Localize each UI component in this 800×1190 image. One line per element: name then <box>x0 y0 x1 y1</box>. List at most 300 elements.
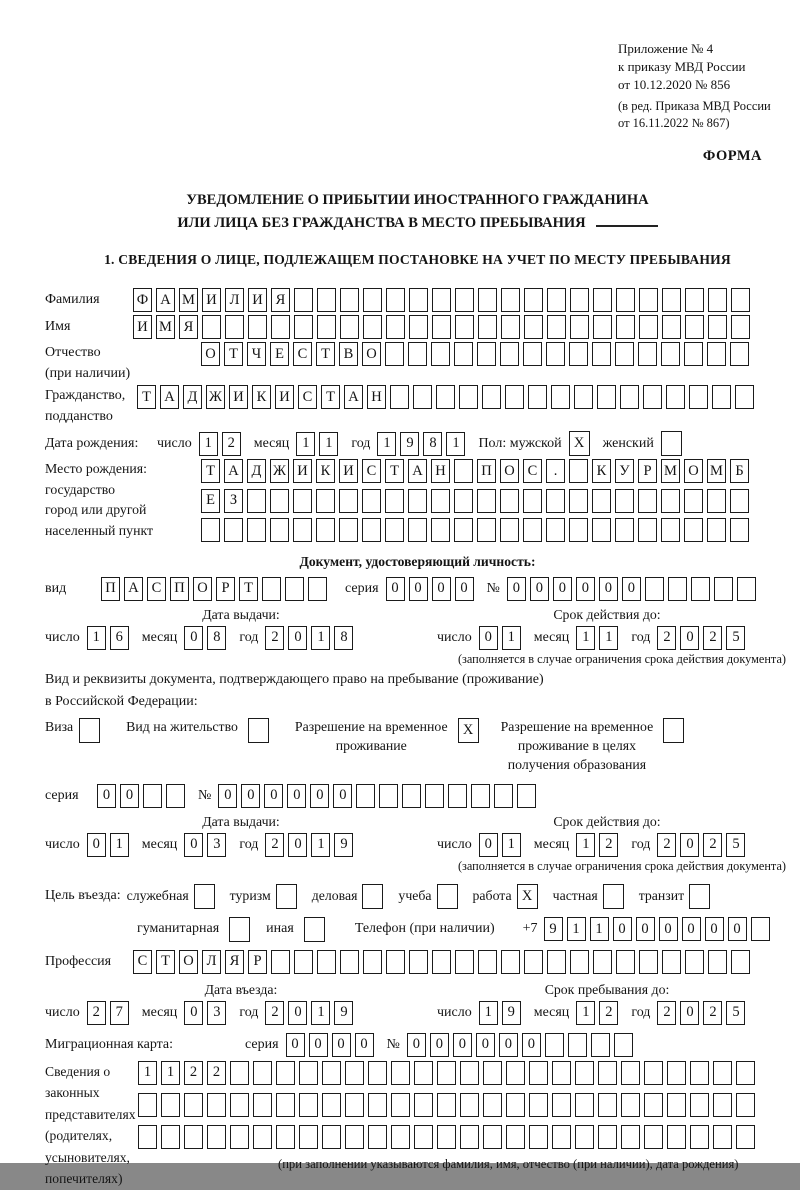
char-cell-empty[interactable] <box>391 1093 410 1117</box>
char-cell-empty[interactable] <box>413 385 432 409</box>
char-cell-empty[interactable] <box>294 288 313 312</box>
char-cell-empty[interactable] <box>437 1061 456 1085</box>
char-cell-empty[interactable] <box>736 1125 755 1149</box>
phone-input[interactable] <box>544 917 774 941</box>
citizenship-input[interactable] <box>137 385 758 409</box>
char-cell-empty[interactable] <box>207 1093 226 1117</box>
char-cell-empty[interactable] <box>385 489 404 513</box>
char-cell-empty[interactable] <box>414 1061 433 1085</box>
char-cell-filled[interactable]: 5 <box>726 626 745 650</box>
char-cell-filled[interactable]: И <box>248 288 267 312</box>
char-cell-empty[interactable] <box>621 1061 640 1085</box>
char-cell-filled[interactable]: И <box>133 315 152 339</box>
res-series-input[interactable] <box>97 784 189 808</box>
char-cell-filled[interactable]: 1 <box>311 626 330 650</box>
char-cell-empty[interactable] <box>598 1093 617 1117</box>
char-cell-empty[interactable] <box>386 315 405 339</box>
char-cell-empty[interactable] <box>500 518 519 542</box>
char-cell-filled[interactable]: 0 <box>87 833 106 857</box>
char-cell-empty[interactable] <box>362 518 381 542</box>
char-cell-empty[interactable] <box>454 518 473 542</box>
checkbox-work[interactable] <box>517 884 542 909</box>
char-cell-filled[interactable]: И <box>202 288 221 312</box>
char-cell-empty[interactable] <box>308 577 327 601</box>
char-cell-filled[interactable]: Т <box>321 385 340 409</box>
checkbox-education-permit[interactable] <box>663 718 688 743</box>
char-cell-filled[interactable]: 1 <box>296 432 315 456</box>
char-cell-filled[interactable]: 2 <box>87 1001 106 1025</box>
char-cell-filled[interactable]: Н <box>367 385 386 409</box>
char-cell-empty[interactable] <box>356 784 375 808</box>
char-cell-filled[interactable]: 0 <box>682 917 701 941</box>
char-cell-empty[interactable] <box>661 342 680 366</box>
char-cell-filled[interactable]: А <box>408 459 427 483</box>
char-cell-empty[interactable] <box>524 288 543 312</box>
char-cell-filled[interactable]: 0 <box>613 917 632 941</box>
char-cell-filled[interactable]: 2 <box>657 1001 676 1025</box>
char-cell-empty[interactable] <box>524 315 543 339</box>
char-cell-filled[interactable]: 1 <box>479 1001 498 1025</box>
char-cell-empty[interactable] <box>501 950 520 974</box>
char-cell-empty[interactable] <box>661 518 680 542</box>
char-cell-empty[interactable] <box>667 1061 686 1085</box>
char-cell-empty[interactable] <box>471 784 490 808</box>
entry-day-input[interactable] <box>87 1001 133 1025</box>
char-cell-empty[interactable] <box>248 718 269 743</box>
char-cell-empty[interactable] <box>593 315 612 339</box>
char-cell-empty[interactable] <box>225 315 244 339</box>
char-cell-empty[interactable] <box>270 518 289 542</box>
char-cell-empty[interactable] <box>293 518 312 542</box>
char-cell-empty[interactable] <box>569 342 588 366</box>
char-cell-filled[interactable]: К <box>316 459 335 483</box>
char-cell-filled[interactable]: С <box>293 342 312 366</box>
checkbox-residence-permit[interactable] <box>248 718 273 743</box>
char-cell-empty[interactable] <box>574 385 593 409</box>
char-cell-filled[interactable]: 0 <box>680 626 699 650</box>
char-cell-empty[interactable] <box>340 315 359 339</box>
char-cell-filled[interactable]: 0 <box>430 1033 449 1057</box>
char-cell-filled[interactable]: 1 <box>446 432 465 456</box>
doc-issue-year-input[interactable] <box>265 626 357 650</box>
char-cell-filled[interactable]: 1 <box>199 432 218 456</box>
char-cell-empty[interactable] <box>184 1093 203 1117</box>
char-cell-filled[interactable]: Ж <box>270 459 289 483</box>
char-cell-empty[interactable] <box>368 1125 387 1149</box>
checkbox-other[interactable] <box>304 917 329 942</box>
char-cell-empty[interactable] <box>317 315 336 339</box>
char-cell-empty[interactable] <box>230 1061 249 1085</box>
char-cell-empty[interactable] <box>138 1093 157 1117</box>
char-cell-filled[interactable]: Т <box>156 950 175 974</box>
char-cell-filled[interactable]: О <box>500 459 519 483</box>
char-cell-empty[interactable] <box>708 315 727 339</box>
char-cell-filled[interactable]: 0 <box>479 833 498 857</box>
char-cell-empty[interactable] <box>409 288 428 312</box>
char-cell-filled[interactable]: А <box>124 577 143 601</box>
char-cell-filled[interactable]: С <box>147 577 166 601</box>
char-cell-empty[interactable] <box>592 489 611 513</box>
char-cell-filled[interactable]: Д <box>247 459 266 483</box>
char-cell-filled[interactable]: 0 <box>636 917 655 941</box>
char-cell-empty[interactable] <box>666 385 685 409</box>
char-cell-empty[interactable] <box>247 489 266 513</box>
char-cell-empty[interactable] <box>253 1061 272 1085</box>
char-cell-empty[interactable] <box>362 489 381 513</box>
char-cell-filled[interactable]: 0 <box>680 1001 699 1025</box>
checkbox-tourism[interactable] <box>276 884 301 909</box>
char-cell-empty[interactable] <box>402 784 421 808</box>
char-cell-empty[interactable] <box>345 1125 364 1149</box>
char-cell-filled[interactable]: 9 <box>502 1001 521 1025</box>
doc-valid-month-input[interactable] <box>576 626 622 650</box>
char-cell-empty[interactable] <box>661 431 682 456</box>
char-cell-filled[interactable]: К <box>252 385 271 409</box>
char-cell-empty[interactable] <box>644 1093 663 1117</box>
birth-year-input[interactable] <box>377 432 469 456</box>
char-cell-empty[interactable] <box>385 342 404 366</box>
char-cell-filled[interactable]: 0 <box>333 784 352 808</box>
char-cell-empty[interactable] <box>201 518 220 542</box>
char-cell-empty[interactable] <box>691 577 710 601</box>
char-cell-empty[interactable] <box>276 1125 295 1149</box>
char-cell-filled[interactable]: 2 <box>657 833 676 857</box>
char-cell-filled[interactable]: 1 <box>590 917 609 941</box>
char-cell-empty[interactable] <box>575 1093 594 1117</box>
char-cell-empty[interactable] <box>615 518 634 542</box>
char-cell-empty[interactable] <box>345 1093 364 1117</box>
char-cell-filled[interactable]: 9 <box>334 833 353 857</box>
mig-series-input[interactable] <box>286 1033 378 1057</box>
char-cell-empty[interactable] <box>643 385 662 409</box>
char-cell-filled[interactable]: 0 <box>407 1033 426 1057</box>
surname-input[interactable] <box>133 288 754 312</box>
char-cell-filled[interactable]: 2 <box>703 626 722 650</box>
char-cell-empty[interactable] <box>523 518 542 542</box>
char-cell-filled[interactable]: О <box>362 342 381 366</box>
char-cell-empty[interactable] <box>685 288 704 312</box>
patronymic-input[interactable] <box>201 342 753 366</box>
char-cell-empty[interactable] <box>340 288 359 312</box>
char-cell-filled[interactable]: О <box>684 459 703 483</box>
char-cell-filled[interactable]: В <box>339 342 358 366</box>
char-cell-filled[interactable]: 0 <box>476 1033 495 1057</box>
char-cell-filled[interactable]: 2 <box>599 1001 618 1025</box>
char-cell-filled[interactable]: Т <box>239 577 258 601</box>
char-cell-filled[interactable]: А <box>224 459 243 483</box>
char-cell-filled[interactable]: 0 <box>264 784 283 808</box>
char-cell-filled[interactable]: 1 <box>311 833 330 857</box>
char-cell-filled[interactable]: Т <box>316 342 335 366</box>
char-cell-empty[interactable] <box>345 1061 364 1085</box>
char-cell-filled[interactable]: О <box>201 342 220 366</box>
char-cell-filled[interactable]: 1 <box>161 1061 180 1085</box>
char-cell-empty[interactable] <box>79 718 100 743</box>
char-cell-empty[interactable] <box>184 1125 203 1149</box>
char-cell-empty[interactable] <box>386 288 405 312</box>
char-cell-empty[interactable] <box>621 1125 640 1149</box>
char-cell-empty[interactable] <box>597 385 616 409</box>
char-cell-filled[interactable]: 5 <box>726 1001 745 1025</box>
char-cell-empty[interactable] <box>500 342 519 366</box>
char-cell-filled[interactable]: 0 <box>499 1033 518 1057</box>
char-cell-empty[interactable] <box>477 342 496 366</box>
char-cell-empty[interactable] <box>363 950 382 974</box>
char-cell-empty[interactable] <box>276 1061 295 1085</box>
char-cell-empty[interactable] <box>390 385 409 409</box>
char-cell-filled[interactable]: 1 <box>319 432 338 456</box>
char-cell-filled[interactable]: М <box>179 288 198 312</box>
char-cell-empty[interactable] <box>638 489 657 513</box>
char-cell-empty[interactable] <box>644 1125 663 1149</box>
checkbox-male[interactable] <box>569 431 594 456</box>
char-cell-filled[interactable]: 0 <box>705 917 724 941</box>
char-cell-filled[interactable]: 0 <box>409 577 428 601</box>
char-cell-filled[interactable]: Б <box>730 459 749 483</box>
char-cell-empty[interactable] <box>707 489 726 513</box>
char-cell-empty[interactable] <box>362 884 383 909</box>
char-cell-filled[interactable]: 0 <box>287 784 306 808</box>
char-cell-empty[interactable] <box>529 1125 548 1149</box>
entry-year-input[interactable] <box>265 1001 357 1025</box>
char-cell-filled[interactable]: 0 <box>386 577 405 601</box>
char-cell-filled[interactable]: И <box>275 385 294 409</box>
char-cell-empty[interactable] <box>483 1061 502 1085</box>
char-cell-filled[interactable]: Р <box>638 459 657 483</box>
res-valid-month-input[interactable] <box>576 833 622 857</box>
char-cell-empty[interactable] <box>731 950 750 974</box>
char-cell-empty[interactable] <box>437 884 458 909</box>
char-cell-empty[interactable] <box>616 950 635 974</box>
char-cell-empty[interactable] <box>460 1061 479 1085</box>
char-cell-empty[interactable] <box>644 1061 663 1085</box>
char-cell-filled[interactable]: X <box>569 431 590 456</box>
char-cell-filled[interactable]: Ф <box>133 288 152 312</box>
char-cell-filled[interactable]: С <box>362 459 381 483</box>
char-cell-empty[interactable] <box>714 577 733 601</box>
char-cell-empty[interactable] <box>552 1061 571 1085</box>
char-cell-empty[interactable] <box>194 884 215 909</box>
char-cell-filled[interactable]: О <box>179 950 198 974</box>
char-cell-empty[interactable] <box>569 459 588 483</box>
char-cell-empty[interactable] <box>645 577 664 601</box>
char-cell-empty[interactable] <box>546 518 565 542</box>
char-cell-empty[interactable] <box>299 1093 318 1117</box>
char-cell-empty[interactable] <box>708 288 727 312</box>
char-cell-empty[interactable] <box>368 1061 387 1085</box>
checkbox-visa[interactable] <box>79 718 104 743</box>
char-cell-filled[interactable]: 0 <box>599 577 618 601</box>
char-cell-filled[interactable]: М <box>707 459 726 483</box>
char-cell-empty[interactable] <box>391 1061 410 1085</box>
stay-day-input[interactable] <box>479 1001 525 1025</box>
char-cell-filled[interactable]: 8 <box>334 626 353 650</box>
char-cell-empty[interactable] <box>662 288 681 312</box>
char-cell-empty[interactable] <box>317 288 336 312</box>
char-cell-empty[interactable] <box>207 1125 226 1149</box>
char-cell-filled[interactable]: 0 <box>455 577 474 601</box>
char-cell-empty[interactable] <box>299 1061 318 1085</box>
char-cell-empty[interactable] <box>460 1125 479 1149</box>
char-cell-empty[interactable] <box>276 1093 295 1117</box>
char-cell-empty[interactable] <box>690 1125 709 1149</box>
char-cell-filled[interactable]: 0 <box>286 1033 305 1057</box>
char-cell-filled[interactable]: Д <box>183 385 202 409</box>
char-cell-filled[interactable]: 0 <box>622 577 641 601</box>
birth-month-input[interactable] <box>296 432 342 456</box>
char-cell-empty[interactable] <box>431 518 450 542</box>
char-cell-empty[interactable] <box>482 385 501 409</box>
char-cell-filled[interactable]: Н <box>431 459 450 483</box>
char-cell-filled[interactable]: 7 <box>110 1001 129 1025</box>
char-cell-empty[interactable] <box>454 459 473 483</box>
char-cell-filled[interactable]: П <box>101 577 120 601</box>
char-cell-empty[interactable] <box>455 288 474 312</box>
char-cell-filled[interactable]: К <box>592 459 611 483</box>
stay-year-input[interactable] <box>657 1001 749 1025</box>
birthplace-row1-input[interactable] <box>201 459 753 483</box>
char-cell-empty[interactable] <box>459 385 478 409</box>
char-cell-empty[interactable] <box>616 288 635 312</box>
char-cell-empty[interactable] <box>547 950 566 974</box>
char-cell-empty[interactable] <box>478 288 497 312</box>
char-cell-empty[interactable] <box>293 489 312 513</box>
checkbox-temporary-permit[interactable] <box>458 718 483 743</box>
char-cell-empty[interactable] <box>253 1125 272 1149</box>
char-cell-filled[interactable]: 2 <box>599 833 618 857</box>
char-cell-empty[interactable] <box>545 1033 564 1057</box>
birthplace-row2-input[interactable] <box>201 489 753 513</box>
char-cell-filled[interactable]: 0 <box>530 577 549 601</box>
char-cell-filled[interactable]: Е <box>201 489 220 513</box>
char-cell-empty[interactable] <box>668 577 687 601</box>
char-cell-empty[interactable] <box>689 884 710 909</box>
char-cell-empty[interactable] <box>253 1093 272 1117</box>
char-cell-empty[interactable] <box>523 342 542 366</box>
mig-number-input[interactable] <box>407 1033 637 1057</box>
stay-month-input[interactable] <box>576 1001 622 1025</box>
char-cell-filled[interactable]: . <box>546 459 565 483</box>
char-cell-empty[interactable] <box>546 342 565 366</box>
char-cell-empty[interactable] <box>731 315 750 339</box>
doc-valid-year-input[interactable] <box>657 626 749 650</box>
char-cell-filled[interactable]: 2 <box>703 833 722 857</box>
char-cell-filled[interactable]: 2 <box>265 833 284 857</box>
char-cell-empty[interactable] <box>437 1093 456 1117</box>
doc-valid-day-input[interactable] <box>479 626 525 650</box>
char-cell-empty[interactable] <box>494 784 513 808</box>
guardians-row2-input[interactable] <box>138 1093 759 1117</box>
char-cell-filled[interactable]: 1 <box>567 917 586 941</box>
char-cell-empty[interactable] <box>528 385 547 409</box>
char-cell-empty[interactable] <box>575 1125 594 1149</box>
char-cell-empty[interactable] <box>316 518 335 542</box>
char-cell-filled[interactable]: 3 <box>207 833 226 857</box>
char-cell-filled[interactable]: 0 <box>97 784 116 808</box>
char-cell-empty[interactable] <box>500 489 519 513</box>
char-cell-filled[interactable]: X <box>517 884 538 909</box>
char-cell-empty[interactable] <box>202 315 221 339</box>
char-cell-empty[interactable] <box>478 315 497 339</box>
res-issue-year-input[interactable] <box>265 833 357 857</box>
char-cell-empty[interactable] <box>408 489 427 513</box>
char-cell-empty[interactable] <box>294 315 313 339</box>
char-cell-empty[interactable] <box>483 1093 502 1117</box>
char-cell-filled[interactable]: Л <box>202 950 221 974</box>
char-cell-empty[interactable] <box>477 518 496 542</box>
char-cell-empty[interactable] <box>569 489 588 513</box>
char-cell-filled[interactable]: 9 <box>400 432 419 456</box>
char-cell-filled[interactable]: П <box>477 459 496 483</box>
char-cell-empty[interactable] <box>339 518 358 542</box>
char-cell-filled[interactable]: 0 <box>728 917 747 941</box>
char-cell-empty[interactable] <box>638 518 657 542</box>
char-cell-empty[interactable] <box>143 784 162 808</box>
char-cell-filled[interactable]: 0 <box>553 577 572 601</box>
res-issue-month-input[interactable] <box>184 833 230 857</box>
char-cell-empty[interactable] <box>569 518 588 542</box>
char-cell-empty[interactable] <box>161 1093 180 1117</box>
char-cell-empty[interactable] <box>432 315 451 339</box>
char-cell-filled[interactable]: 9 <box>544 917 563 941</box>
char-cell-empty[interactable] <box>685 315 704 339</box>
char-cell-empty[interactable] <box>414 1125 433 1149</box>
char-cell-empty[interactable] <box>730 518 749 542</box>
char-cell-empty[interactable] <box>431 342 450 366</box>
char-cell-filled[interactable]: 0 <box>576 577 595 601</box>
char-cell-empty[interactable] <box>409 950 428 974</box>
res-valid-day-input[interactable] <box>479 833 525 857</box>
char-cell-filled[interactable]: 2 <box>184 1061 203 1085</box>
char-cell-empty[interactable] <box>322 1093 341 1117</box>
char-cell-empty[interactable] <box>271 950 290 974</box>
char-cell-empty[interactable] <box>425 784 444 808</box>
char-cell-empty[interactable] <box>363 288 382 312</box>
char-cell-empty[interactable] <box>409 315 428 339</box>
char-cell-empty[interactable] <box>477 489 496 513</box>
char-cell-filled[interactable]: 1 <box>87 626 106 650</box>
char-cell-empty[interactable] <box>546 489 565 513</box>
char-cell-empty[interactable] <box>455 315 474 339</box>
char-cell-empty[interactable] <box>639 950 658 974</box>
char-cell-empty[interactable] <box>708 950 727 974</box>
char-cell-empty[interactable] <box>517 784 536 808</box>
char-cell-empty[interactable] <box>712 385 731 409</box>
char-cell-filled[interactable]: 6 <box>110 626 129 650</box>
char-cell-empty[interactable] <box>478 950 497 974</box>
char-cell-filled[interactable]: Я <box>225 950 244 974</box>
char-cell-filled[interactable]: 0 <box>522 1033 541 1057</box>
char-cell-empty[interactable] <box>713 1061 732 1085</box>
res-issue-day-input[interactable] <box>87 833 133 857</box>
char-cell-empty[interactable] <box>593 288 612 312</box>
char-cell-empty[interactable] <box>270 489 289 513</box>
char-cell-filled[interactable]: М <box>156 315 175 339</box>
birth-day-input[interactable] <box>199 432 245 456</box>
char-cell-filled[interactable]: Ж <box>206 385 225 409</box>
char-cell-empty[interactable] <box>455 950 474 974</box>
char-cell-empty[interactable] <box>340 950 359 974</box>
char-cell-filled[interactable]: С <box>298 385 317 409</box>
char-cell-filled[interactable]: И <box>339 459 358 483</box>
char-cell-empty[interactable] <box>368 1093 387 1117</box>
char-cell-filled[interactable]: 0 <box>120 784 139 808</box>
firstname-input[interactable] <box>133 315 754 339</box>
res-number-input[interactable] <box>218 784 540 808</box>
char-cell-empty[interactable] <box>689 385 708 409</box>
char-cell-filled[interactable]: Т <box>201 459 220 483</box>
char-cell-empty[interactable] <box>592 518 611 542</box>
